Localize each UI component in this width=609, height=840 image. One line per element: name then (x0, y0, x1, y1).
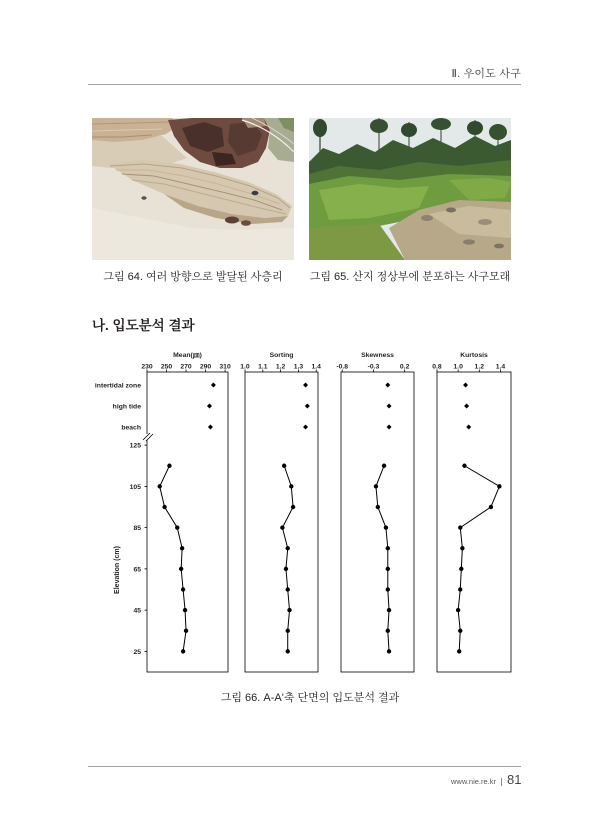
grain-size-chart (94, 340, 520, 685)
skewness-profile-point (386, 587, 390, 591)
category-label: beach (121, 424, 141, 432)
kurtosis-profile-point (457, 649, 461, 653)
section-heading: 나. 입도분석 결과 (92, 318, 195, 333)
kurtosis-category-point (466, 425, 471, 430)
skewness-profile-line (376, 466, 389, 652)
pebble (241, 220, 251, 226)
stone (463, 239, 475, 244)
mean-category-point (211, 383, 216, 388)
sorting-tick-label: 1.1 (258, 363, 268, 371)
sorting-tick-label: 1.3 (293, 363, 304, 371)
sorting-profile-point (280, 525, 284, 529)
kurtosis-profile-point (460, 546, 464, 550)
category-label: intertidal zone (94, 382, 141, 390)
y-tick-label: 45 (133, 607, 141, 615)
kurtosis-tick-label: 1.2 (474, 363, 485, 371)
header-rule (88, 84, 521, 85)
mean-profile-point (181, 587, 185, 591)
sorting-tick-label: 1.2 (275, 363, 286, 371)
mean-category-point (208, 425, 213, 430)
sorting-profile-line (282, 466, 293, 652)
sorting-frame (245, 372, 318, 672)
stone (494, 244, 504, 249)
sorting-profile-point (286, 649, 290, 653)
sorting-category-point (305, 404, 310, 409)
skewness-profile-point (386, 567, 390, 571)
kurtosis-profile-point (497, 484, 501, 488)
kurtosis-title: Kurtosis (460, 352, 488, 359)
kurtosis-tick-label: 1.0 (453, 363, 463, 371)
pine-crown (489, 124, 507, 140)
sorting-tick-label: 1.0 (240, 363, 250, 371)
pine-crown (370, 119, 388, 133)
y-tick-label: 25 (133, 648, 141, 656)
skewness-category-point (387, 425, 392, 430)
kurtosis-profile-line (458, 466, 499, 652)
sorting-category-point (303, 425, 308, 430)
skewness-profile-point (374, 484, 378, 488)
skewness-profile-point (384, 525, 388, 529)
figure-66-caption: 그림 66. A-A'축 단면의 입도분석 결과 (220, 692, 400, 704)
sorting-tick-label: 1.4 (311, 363, 321, 371)
skewness-tick-label: -0.3 (367, 363, 380, 371)
mean-profile-point (157, 484, 161, 488)
kurtosis-profile-point (458, 587, 462, 591)
mean-title: Mean(㎛) (173, 352, 202, 359)
stone (446, 208, 456, 213)
kurtosis-frame (437, 372, 511, 672)
mean-profile-point (175, 525, 179, 529)
skewness-profile-point (387, 649, 391, 653)
footer-rule (88, 766, 521, 767)
sorting-profile-point (284, 567, 288, 571)
kurtosis-tick-label: 1.4 (495, 363, 506, 371)
mean-tick-label: 290 (199, 363, 212, 371)
pine-crown (467, 121, 483, 135)
mean-profile-point (162, 505, 166, 509)
footer-url: www.nie.re.kr (450, 777, 496, 786)
skewness-category-point (385, 383, 390, 388)
y-tick-label: 65 (133, 566, 141, 574)
mean-profile-line (160, 466, 186, 652)
y-tick-label: 85 (133, 525, 141, 533)
pebble (252, 191, 259, 195)
skewness-profile-point (386, 546, 390, 550)
mean-tick-label: 310 (219, 363, 231, 371)
mean-profile-point (179, 567, 183, 571)
skewness-tick-label: -0.8 (336, 363, 349, 371)
y-tick-label: 105 (129, 483, 141, 491)
pine-crown (313, 119, 327, 137)
sorting-panel (240, 352, 321, 672)
sorting-profile-point (291, 505, 295, 509)
sorting-profile-point (287, 608, 291, 612)
page-number: 81 (507, 772, 522, 787)
category-label: high tide (112, 403, 141, 411)
kurtosis-profile-point (456, 608, 460, 612)
skewness-category-point (387, 404, 392, 409)
mean-profile-point (180, 546, 184, 550)
photo-dune-sand-summit (309, 118, 511, 260)
mean-profile-point (181, 649, 185, 653)
mean-tick-label: 230 (141, 363, 153, 371)
stone (478, 219, 492, 225)
skewness-profile-point (386, 629, 390, 633)
pine-crown (401, 123, 417, 137)
kurtosis-profile-point (458, 525, 462, 529)
skewness-frame (341, 372, 414, 672)
stone (421, 215, 433, 221)
y-tick-label: 125 (129, 442, 141, 450)
kurtosis-panel (432, 352, 511, 672)
skewness-tick-label: 0.2 (399, 363, 410, 371)
skewness-panel (336, 352, 414, 672)
skewness-profile-point (382, 464, 386, 468)
figure-65-caption: 그림 65. 산지 정상부에 분포하는 사구모래 (309, 271, 511, 283)
sorting-profile-point (286, 546, 290, 550)
sorting-profile-point (289, 484, 293, 488)
running-header: Ⅱ. 우이도 사구 (451, 68, 521, 80)
pebble (141, 196, 146, 200)
sorting-profile-point (286, 629, 290, 633)
mean-profile-point (167, 464, 171, 468)
mean-profile-point (184, 629, 188, 633)
kurtosis-profile-point (489, 505, 493, 509)
y-axis-title: Elevation (cm) (114, 546, 121, 594)
kurtosis-profile-point (458, 629, 462, 633)
skewness-profile-point (376, 505, 380, 509)
pebble (225, 217, 239, 224)
skewness-title: Skewness (361, 352, 394, 359)
mean-panel (141, 352, 231, 672)
sorting-title: Sorting (269, 352, 294, 359)
pine-crown (431, 118, 451, 130)
mean-frame (147, 372, 228, 672)
kurtosis-category-point (464, 404, 469, 409)
footer-separator (501, 778, 502, 786)
photo-cross-bedding (92, 118, 294, 260)
kurtosis-category-point (463, 383, 468, 388)
kurtosis-profile-point (462, 464, 466, 468)
skewness-profile-point (387, 608, 391, 612)
mean-tick-label: 270 (180, 363, 192, 371)
sorting-profile-point (282, 464, 286, 468)
sorting-profile-point (286, 587, 290, 591)
kurtosis-tick-label: 0.8 (432, 363, 442, 371)
kurtosis-profile-point (459, 567, 463, 571)
mean-category-point (207, 404, 212, 409)
mean-tick-label: 250 (160, 363, 173, 371)
sorting-category-point (303, 383, 308, 388)
figure-64-caption: 그림 64. 여러 방향으로 발달된 사층리 (103, 271, 283, 283)
mean-profile-point (183, 608, 187, 612)
